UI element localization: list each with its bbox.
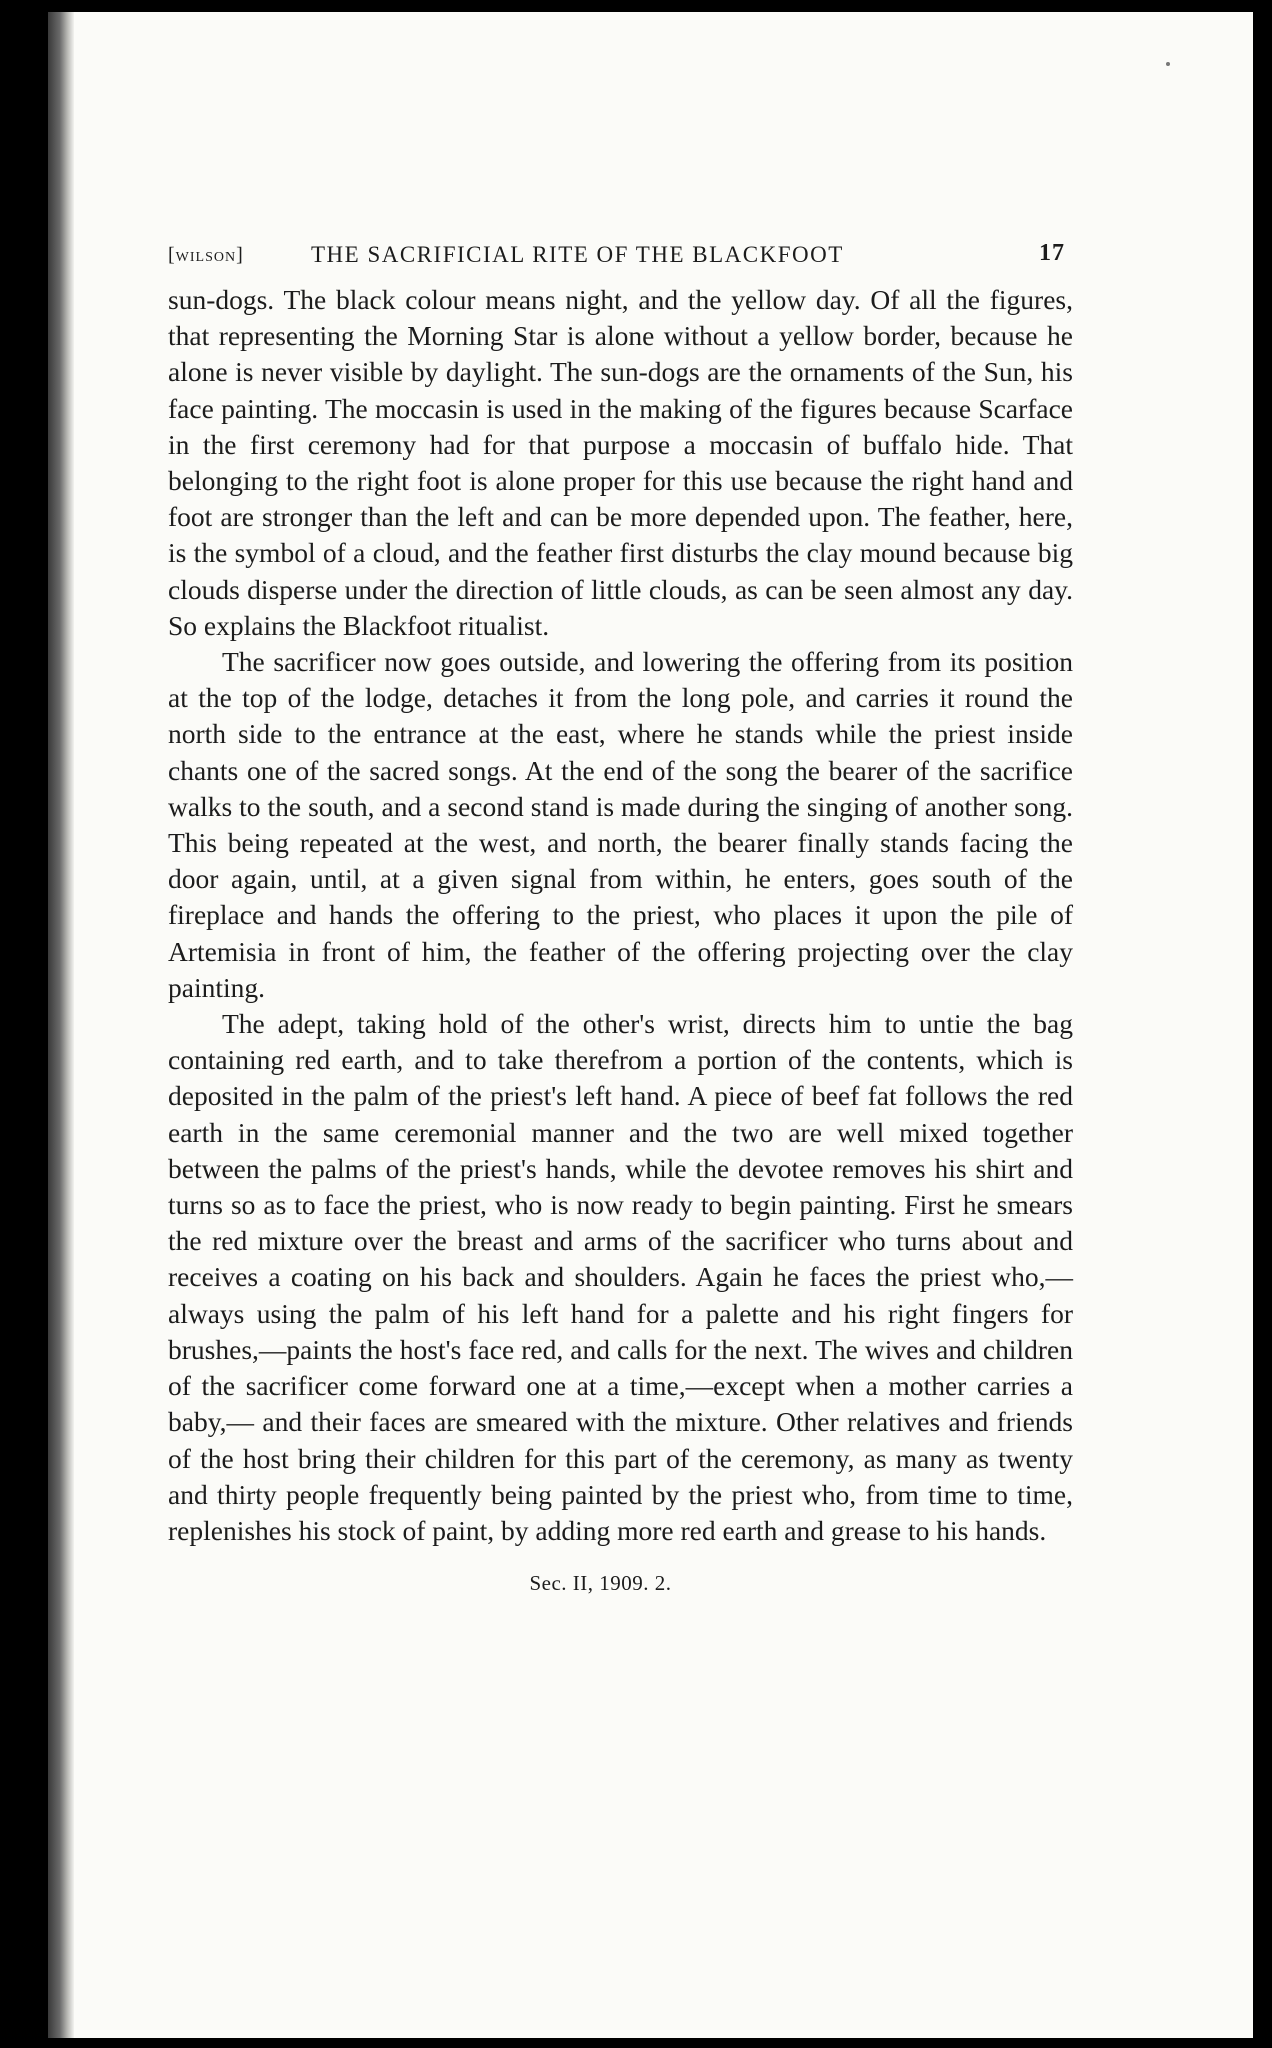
paragraph-continuation: sun-dogs. The black colour means night, and the yellow day. Of all the figures, that representing the Morning Star is alone without a yellow border, because he alone is never visible by daylight. The sun-dogs are the ornaments of the Sun, his face painting. The moccasin is used in the making of the figures because Scarface in the first ceremony had for that purpose a moccasin of buffalo hide. That belonging to the right foot is alone proper for this use because the right hand and foot are stronger than the left and can be more depended upon. The feather, here, is the symbol of a cloud, and the feather first disturbs the clay mound because big clouds disperse under the direction of little clouds, as can be seen almost any day. So explains the Blackfoot ritualist.: [168, 284, 1073, 641]
running-head-title: THE SACRIFICIAL RITE OF THE BLACKFOOT: [311, 242, 844, 267]
body-text: [168, 282, 1073, 1549]
running-head: [168, 238, 1073, 278]
book-page: [48, 12, 1253, 2038]
page-number: 17: [1039, 240, 1065, 266]
page-binding-edge: [48, 12, 74, 2038]
paragraph: The adept, taking hold of the other's wrist, directs him to untie the bag containing red earth, and to take therefrom a portion of the contents, which is deposited in the palm of the priest's left hand. A piece of beef fat follows the red earth in the same ceremonial manner and the two are well mixed together between the palms of the priest's hands, while the devotee removes his shirt and turns so as to face the priest, who is now ready to begin painting. First he smears the red mixture over the breast and arms of the sacrificer who turns about and receives a coating on his back and shoulders. Again he faces the priest who,—always using the palm of his left hand for a palette and his right fingers for brushes,—paints the host's face red, and calls for the next. The wives and children of the sacrificer come forward one at a time,—except when a mother carries a baby,— and their faces are smeared with the mixture. Other relatives and friends of the host bring their children for this part of the ceremony, as many as twenty and thirty people frequently being painted by the priest who, from time to time, replenishes his stock of paint, by adding more red earth and grease to his hands.: [168, 1008, 1073, 1546]
paper-speck: [1166, 62, 1170, 66]
running-head-author: [wilson]: [168, 244, 244, 266]
page-content: [168, 238, 1073, 1596]
paragraph: The sacrificer now goes outside, and lowering the offering from its position at the top of the lodge, detaches it from the long pole, and carries it round the north side to the entrance at the east, where he stands while the priest inside chants one of the sacred songs. At the end of the song the bearer of the sacrifice walks to the south, and a second stand is made during the singing of another song. This being repeated at the west, and north, the bearer finally stands facing the door again, until, at a given signal from within, he enters, goes south of the fireplace and hands the offering to the priest, who places it upon the pile of Artemisia in front of him, the feather of the offering projecting over the clay painting.: [168, 646, 1073, 1003]
page-footer-signature: Sec. II, 1909. 2.: [529, 1571, 672, 1596]
